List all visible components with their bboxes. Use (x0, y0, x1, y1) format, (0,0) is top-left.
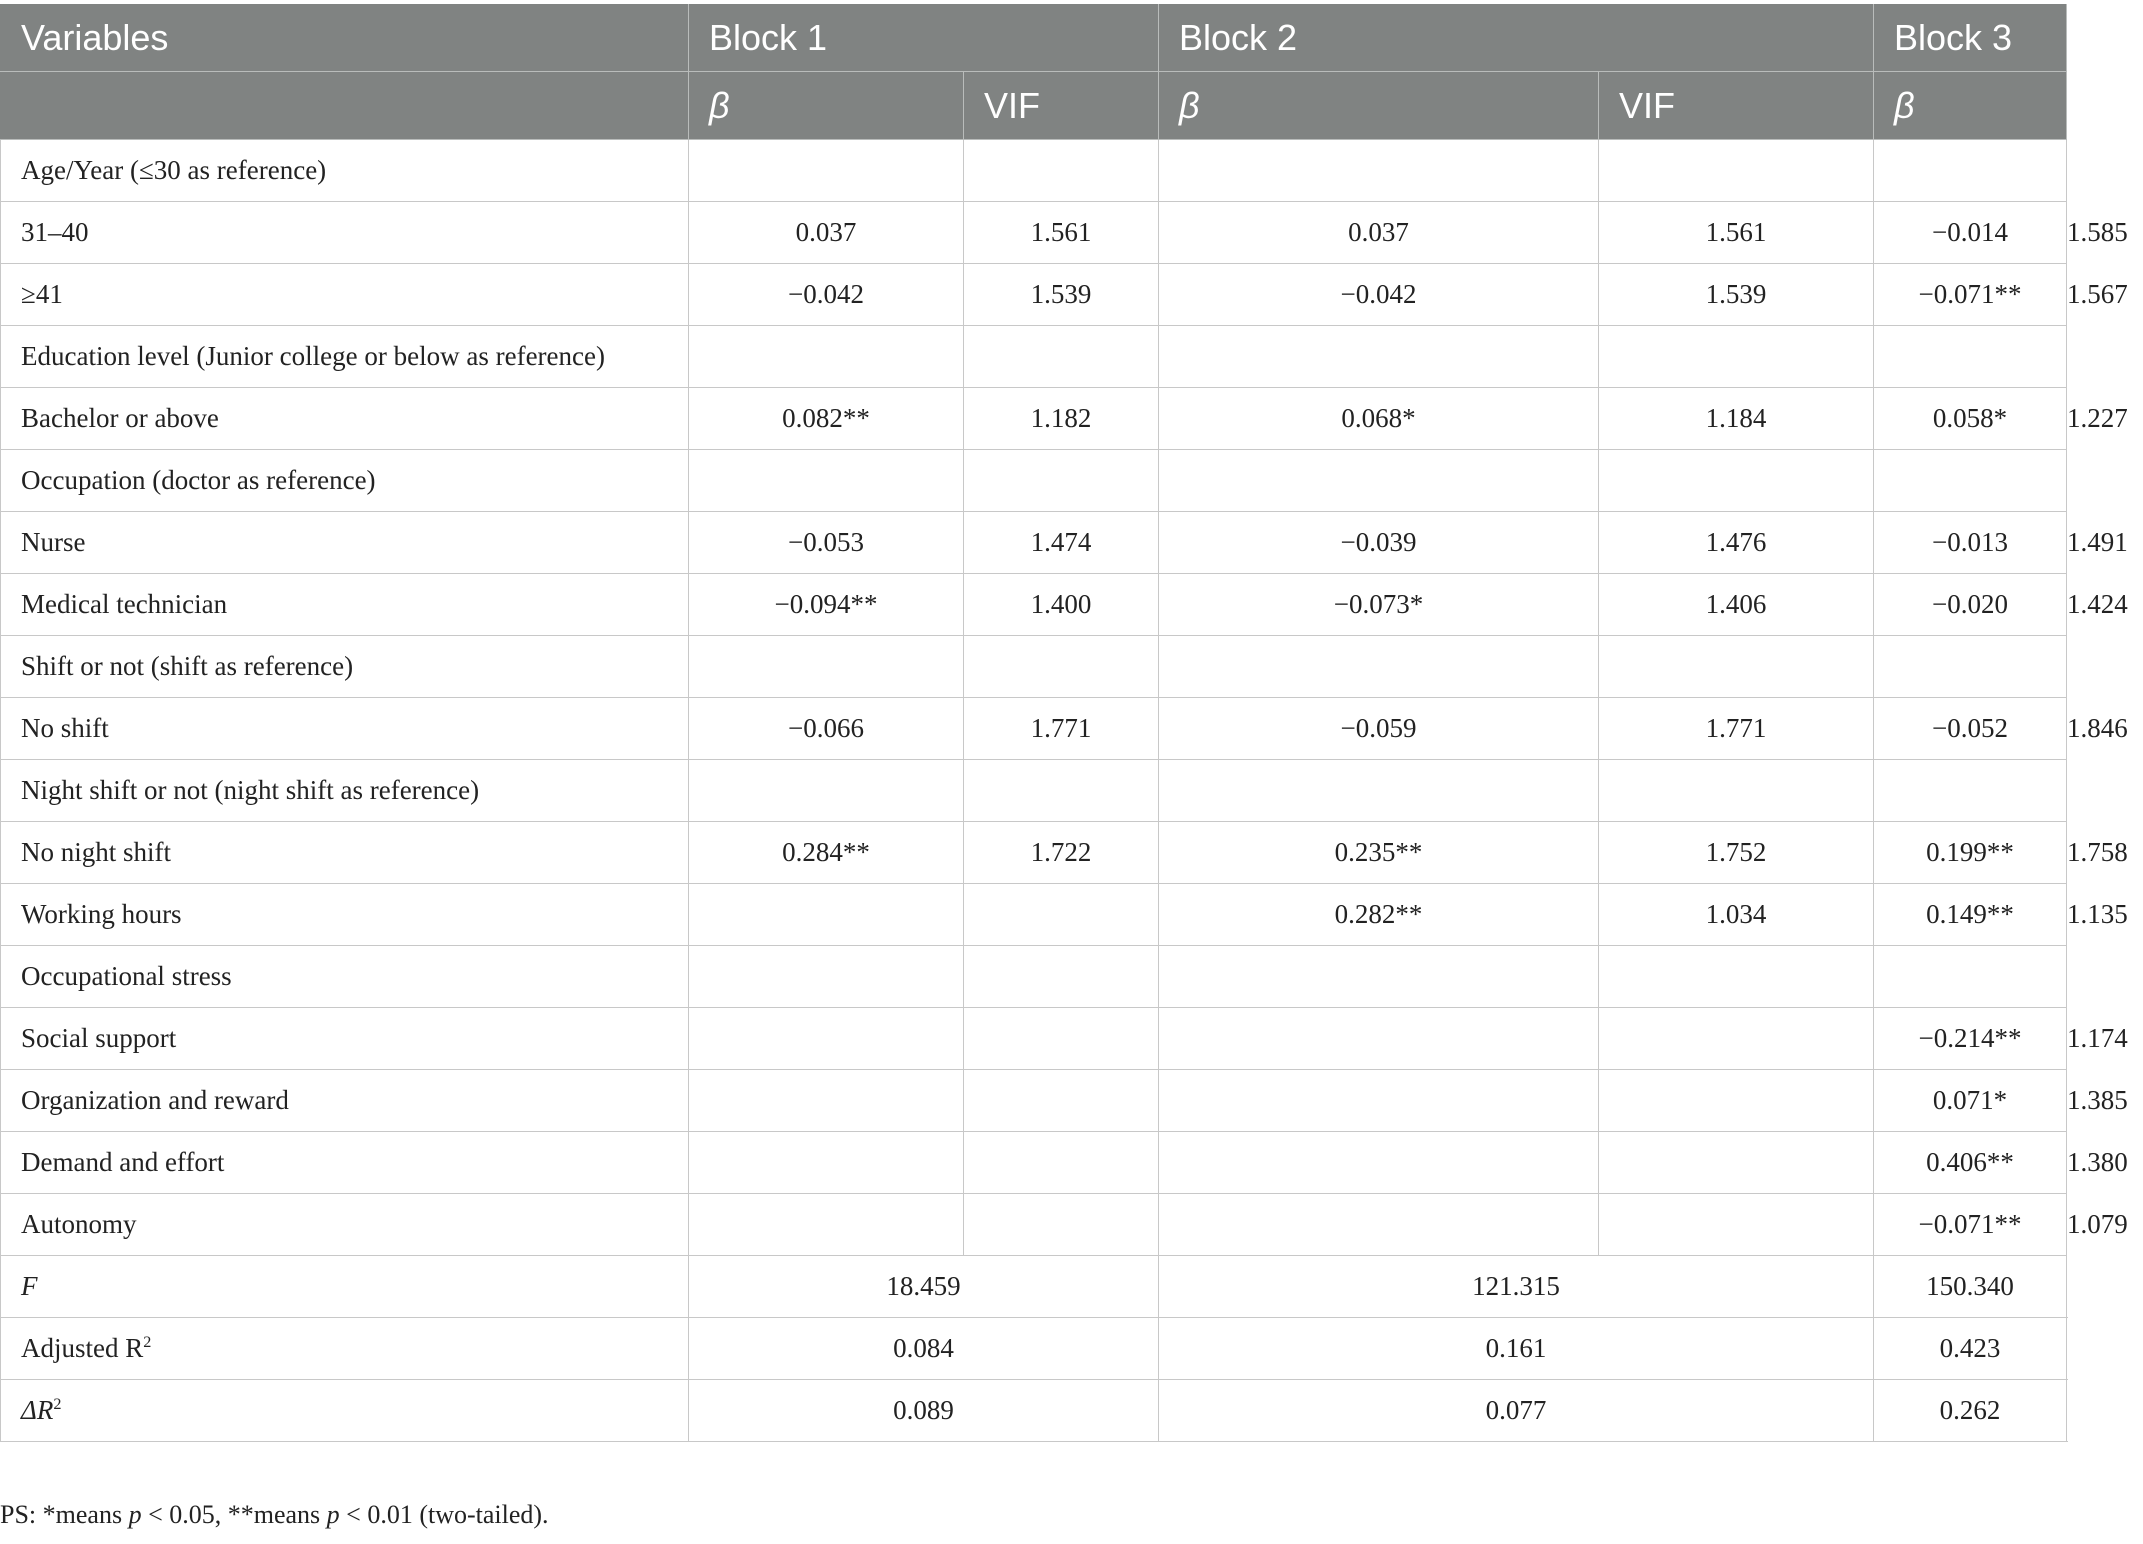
beta-cell-block-1 (689, 1008, 964, 1070)
beta-cell-block-2: 0.282** (1159, 884, 1599, 946)
vif-cell-block-2: 1.539 (1599, 264, 1874, 326)
footnote-mid2: < 0.01 (two-tailed). (339, 1500, 549, 1529)
row-label: No shift (1, 698, 689, 760)
beta-cell-block-2 (1159, 1070, 1599, 1132)
stats-label-superscript: 2 (53, 1395, 62, 1413)
table-row (1, 946, 2067, 1008)
beta-cell-block-1 (689, 1132, 964, 1194)
header-beta-2: β (1159, 72, 1599, 140)
regression-table (0, 4, 2143, 1442)
vif-cell-block-2 (1599, 760, 1874, 822)
table-body (1, 140, 2128, 1442)
vif-cell-block-2 (1599, 1008, 1874, 1070)
table-row: Bachelor or above 0.082** 1.182 0.068* 1.184 0.058* 1.227 (1, 388, 2067, 450)
beta-cell-block-3: 0.071* (1874, 1070, 2067, 1132)
header-beta-3: β (1874, 72, 2067, 140)
table-row: ≥41 −0.042 1.539 −0.042 1.539 −0.071** 1.567 (1, 264, 2067, 326)
beta-cell-block-3: −0.052 (1874, 698, 2067, 760)
beta-cell-block-2 (1159, 1008, 1599, 1070)
beta-cell-block-2: 0.235** (1159, 822, 1599, 884)
stats-label-text: Adjusted R (21, 1333, 144, 1363)
header-vif-1: VIF (964, 72, 1159, 140)
vif-cell-block-2: 1.184 (1599, 388, 1874, 450)
vif-cell-block-2 (1599, 636, 1874, 698)
header-block-2: Block 2 (1159, 4, 1874, 72)
beta-cell-block-3: −0.214** (1874, 1008, 2067, 1070)
row-label: Demand and effort (1, 1132, 689, 1194)
table-row (1, 326, 2067, 388)
beta-cell-block-2: 0.037 (1159, 202, 1599, 264)
stats-label-superscript: 2 (143, 1333, 152, 1351)
vif-cell-block-1 (964, 1194, 1159, 1256)
vif-cell-block-1 (964, 760, 1159, 822)
beta-cell-block-1 (689, 884, 964, 946)
beta-cell-block-1 (689, 1194, 964, 1256)
vif-cell-block-1: 1.539 (964, 264, 1159, 326)
beta-cell-block-1 (689, 946, 964, 1008)
vif-cell-block-1: 1.474 (964, 512, 1159, 574)
stats-value-block-3: 150.340 (1874, 1256, 2067, 1318)
beta-cell-block-3 (1874, 140, 2067, 202)
vif-cell-block-1 (964, 636, 1159, 698)
table-row: Demand and effort 0.406** 1.380 (1, 1132, 2067, 1194)
vif-cell-block-1: 1.400 (964, 574, 1159, 636)
row-label: Autonomy (1, 1194, 689, 1256)
beta-cell-block-2 (1159, 1132, 1599, 1194)
table-row: No night shift 0.284** 1.722 0.235** 1.752 0.199** 1.758 (1, 822, 2067, 884)
table-row (1, 450, 2067, 512)
vif-cell-block-1: 1.561 (964, 202, 1159, 264)
table-row: Autonomy −0.071** 1.079 (1, 1194, 2067, 1256)
stats-value-block-2: 0.077 (1159, 1380, 1874, 1442)
vif-cell-block-2 (1599, 326, 1874, 388)
row-label: ≥41 (1, 264, 689, 326)
beta-cell-block-3: 0.199** (1874, 822, 2067, 884)
stats-value-block-3: 0.423 (1874, 1318, 2067, 1380)
vif-cell-block-2: 1.561 (1599, 202, 1874, 264)
row-label: Occupational stress (1, 946, 689, 1008)
beta-cell-block-2 (1159, 946, 1599, 1008)
row-label: Nurse (1, 512, 689, 574)
table-row: Nurse −0.053 1.474 −0.039 1.476 −0.013 1.491 (1, 512, 2067, 574)
vif-cell-block-1 (964, 450, 1159, 512)
vif-cell-block-2: 1.476 (1599, 512, 1874, 574)
beta-cell-block-2 (1159, 450, 1599, 512)
beta-cell-block-1: −0.053 (689, 512, 964, 574)
table-row (1, 760, 2067, 822)
header-block-1: Block 1 (689, 4, 1159, 72)
footnote-p1: p (128, 1500, 142, 1529)
row-label: Night shift or not (night shift as reference) (1, 760, 689, 822)
row-label: Medical technician (1, 574, 689, 636)
beta-cell-block-2 (1159, 1194, 1599, 1256)
row-label: Shift or not (shift as reference) (1, 636, 689, 698)
beta-cell-block-1: 0.082** (689, 388, 964, 450)
header-block-3: Block 3 (1874, 4, 2067, 72)
beta-cell-block-1 (689, 1070, 964, 1132)
beta-cell-block-3: 0.406** (1874, 1132, 2067, 1194)
vif-cell-block-1 (964, 1132, 1159, 1194)
beta-cell-block-2 (1159, 760, 1599, 822)
vif-cell-block-1 (964, 946, 1159, 1008)
stats-row (1, 1256, 2067, 1318)
vif-cell-block-2: 1.034 (1599, 884, 1874, 946)
vif-cell-block-2 (1599, 450, 1874, 512)
table-row: 31–40 0.037 1.561 0.037 1.561 −0.014 1.585 (1, 202, 2067, 264)
vif-cell-block-2: 1.771 (1599, 698, 1874, 760)
table-row: Organization and reward 0.071* 1.385 (1, 1070, 2067, 1132)
beta-cell-block-2 (1159, 636, 1599, 698)
beta-cell-block-1: −0.042 (689, 264, 964, 326)
row-label: Social support (1, 1008, 689, 1070)
stats-row (1, 1380, 2067, 1442)
stats-label (1, 1256, 689, 1318)
header-variables-sub (1, 72, 689, 140)
vif-cell-block-2 (1599, 140, 1874, 202)
beta-cell-block-1: −0.094** (689, 574, 964, 636)
row-label: 31–40 (1, 202, 689, 264)
vif-cell-block-2: 1.406 (1599, 574, 1874, 636)
beta-cell-block-2: −0.073* (1159, 574, 1599, 636)
vif-cell-block-1 (964, 140, 1159, 202)
vif-cell-block-1: 1.722 (964, 822, 1159, 884)
beta-cell-block-1 (689, 636, 964, 698)
vif-cell-block-1: 1.182 (964, 388, 1159, 450)
beta-cell-block-3: −0.071** (1874, 264, 2067, 326)
row-label: Age/Year (≤30 as reference) (1, 140, 689, 202)
vif-cell-block-1 (964, 326, 1159, 388)
stats-value-block-2: 0.161 (1159, 1318, 1874, 1380)
stats-label-text: F (21, 1271, 38, 1301)
beta-cell-block-3: 0.149** (1874, 884, 2067, 946)
stats-value-block-3: 0.262 (1874, 1380, 2067, 1442)
row-label: Organization and reward (1, 1070, 689, 1132)
row-label: Bachelor or above (1, 388, 689, 450)
footnote-prefix: PS: *means (0, 1500, 129, 1529)
beta-cell-block-3 (1874, 760, 2067, 822)
vif-cell-block-2 (1599, 1070, 1874, 1132)
vif-cell-block-1 (964, 884, 1159, 946)
footnote-p2: p (326, 1500, 340, 1529)
beta-cell-block-1 (689, 450, 964, 512)
beta-cell-block-1 (689, 760, 964, 822)
vif-cell-block-2 (1599, 1194, 1874, 1256)
stats-label-text: ΔR (21, 1395, 54, 1425)
row-label: Working hours (1, 884, 689, 946)
beta-cell-block-2 (1159, 140, 1599, 202)
vif-cell-block-1: 1.771 (964, 698, 1159, 760)
vif-cell-block-2: 1.752 (1599, 822, 1874, 884)
table-header: Variables Block 1 Block 2 Block 3 β VIF β VIF β VIF (1, 4, 2067, 140)
beta-cell-block-1 (689, 326, 964, 388)
stats-label (1, 1318, 689, 1380)
beta-cell-block-3 (1874, 636, 2067, 698)
beta-cell-block-3: −0.014 (1874, 202, 2067, 264)
table-row: Social support −0.214** 1.174 (1, 1008, 2067, 1070)
beta-cell-block-2: 0.068* (1159, 388, 1599, 450)
beta-cell-block-3: 0.058* (1874, 388, 2067, 450)
beta-cell-block-3 (1874, 946, 2067, 1008)
stats-value-block-1: 0.089 (689, 1380, 1159, 1442)
beta-cell-block-3: −0.020 (1874, 574, 2067, 636)
beta-cell-block-1: −0.066 (689, 698, 964, 760)
vif-cell-block-1 (964, 1070, 1159, 1132)
beta-cell-block-1: 0.037 (689, 202, 964, 264)
table-row: No shift −0.066 1.771 −0.059 1.771 −0.052 1.846 (1, 698, 2067, 760)
footnote-mid1: < 0.05, **means (141, 1500, 327, 1529)
stats-value-block-1: 0.084 (689, 1318, 1159, 1380)
beta-cell-block-3: −0.071** (1874, 1194, 2067, 1256)
header-variables: Variables (1, 4, 689, 72)
beta-cell-block-2: −0.042 (1159, 264, 1599, 326)
beta-cell-block-1: 0.284** (689, 822, 964, 884)
beta-cell-block-2 (1159, 326, 1599, 388)
table-row (1, 636, 2067, 698)
beta-cell-block-3 (1874, 326, 2067, 388)
beta-cell-block-1 (689, 140, 964, 202)
row-label: Occupation (doctor as reference) (1, 450, 689, 512)
stats-value-block-1: 18.459 (689, 1256, 1159, 1318)
table-footnote (0, 1500, 549, 1530)
header-vif-2: VIF (1599, 72, 1874, 140)
vif-cell-block-2 (1599, 946, 1874, 1008)
vif-cell-block-2 (1599, 1132, 1874, 1194)
beta-cell-block-2: −0.059 (1159, 698, 1599, 760)
beta-cell-block-3 (1874, 450, 2067, 512)
table-row: Medical technician −0.094** 1.400 −0.073* 1.406 −0.020 1.424 (1, 574, 2067, 636)
row-label: No night shift (1, 822, 689, 884)
stats-row (1, 1318, 2067, 1380)
row-label: Education level (Junior college or below as reference) (1, 326, 689, 388)
stats-label (1, 1380, 689, 1442)
beta-cell-block-2: −0.039 (1159, 512, 1599, 574)
header-beta-1: β (689, 72, 964, 140)
vif-cell-block-1 (964, 1008, 1159, 1070)
stats-value-block-2: 121.315 (1159, 1256, 1874, 1318)
table-row: Working hours 0.282** 1.034 0.149** 1.135 (1, 884, 2067, 946)
table-row (1, 140, 2067, 202)
beta-cell-block-3: −0.013 (1874, 512, 2067, 574)
